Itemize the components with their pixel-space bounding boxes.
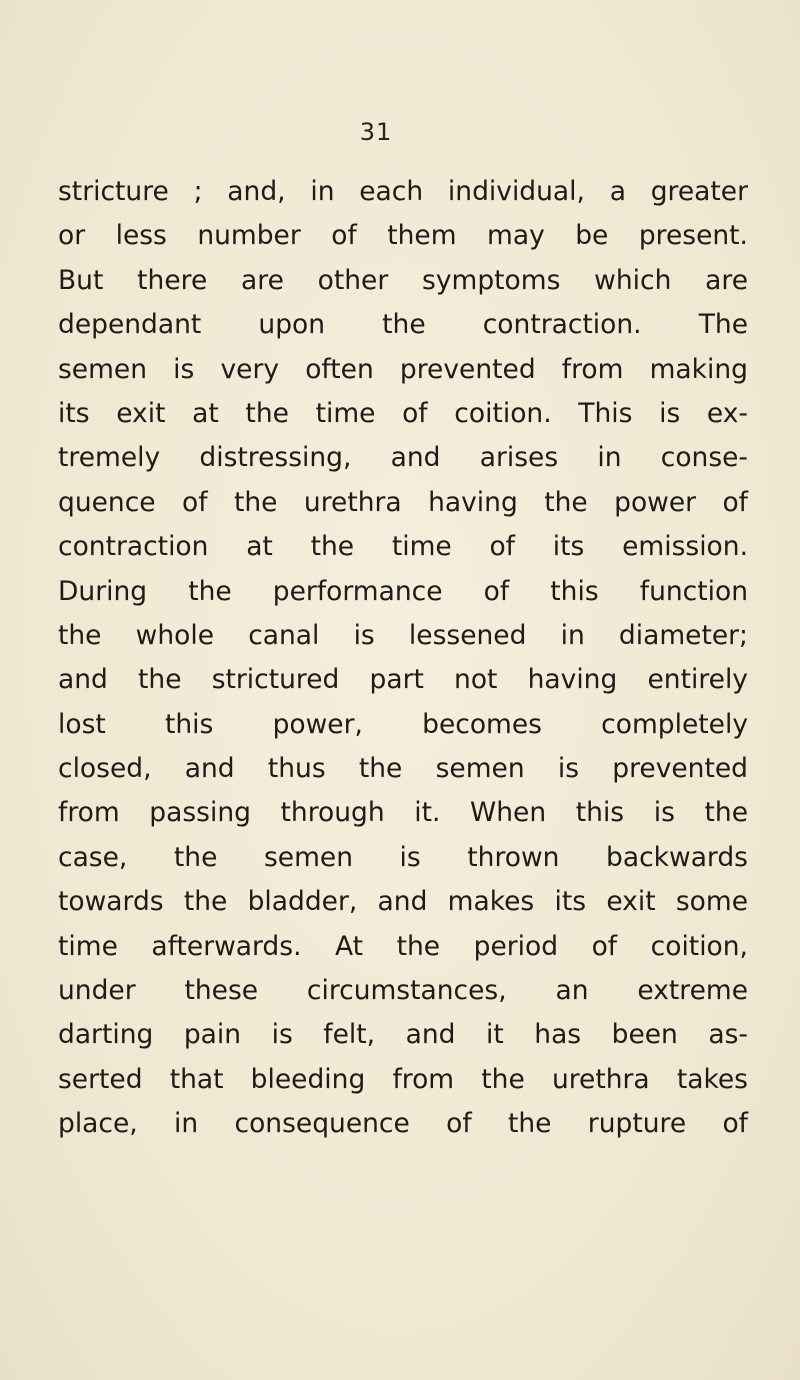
text-line: lost this power, becomes completely (58, 708, 748, 740)
body-text (58, 170, 748, 1147)
text-line: under these circumstances, an extreme (58, 975, 748, 1007)
text-line: tremely distressing, and arises in conse- (58, 442, 748, 474)
text-line: case, the semen is thrown backwards (58, 841, 748, 873)
text-line: stricture ; and, in each individual, a greater (58, 176, 748, 207)
text-line: closed, and thus the semen is prevented (58, 753, 748, 785)
text-line: and the strictured part not having entirely (58, 664, 748, 696)
text-line: semen is very often prevented from making (58, 353, 748, 385)
text-line: contraction at the time of its emission. (58, 531, 748, 563)
text-line: quence of the urethra having the power of (58, 486, 748, 518)
text-line: time afterwards. At the period of coition, (58, 930, 748, 962)
text-line: or less number of them may be present. (58, 220, 748, 252)
page-number: 31 (359, 118, 393, 146)
text-line: darting pain is felt, and it has been as- (58, 1019, 748, 1051)
text-line: During the performance of this function (58, 575, 748, 607)
text-line: place, in consequence of the rupture of (58, 1108, 748, 1140)
text-line: from passing through it. When this is the (58, 797, 748, 829)
text-line: the whole canal is lessened in diameter; (58, 619, 748, 651)
text-line: But there are other symptoms which are (58, 264, 748, 296)
text-line: towards the bladder, and makes its exit some (58, 886, 748, 918)
text-line: dependant upon the contraction. The (58, 309, 748, 341)
text-line: serted that bleeding from the urethra takes (58, 1063, 748, 1095)
text-line: its exit at the time of coition. This is ex- (58, 397, 748, 429)
